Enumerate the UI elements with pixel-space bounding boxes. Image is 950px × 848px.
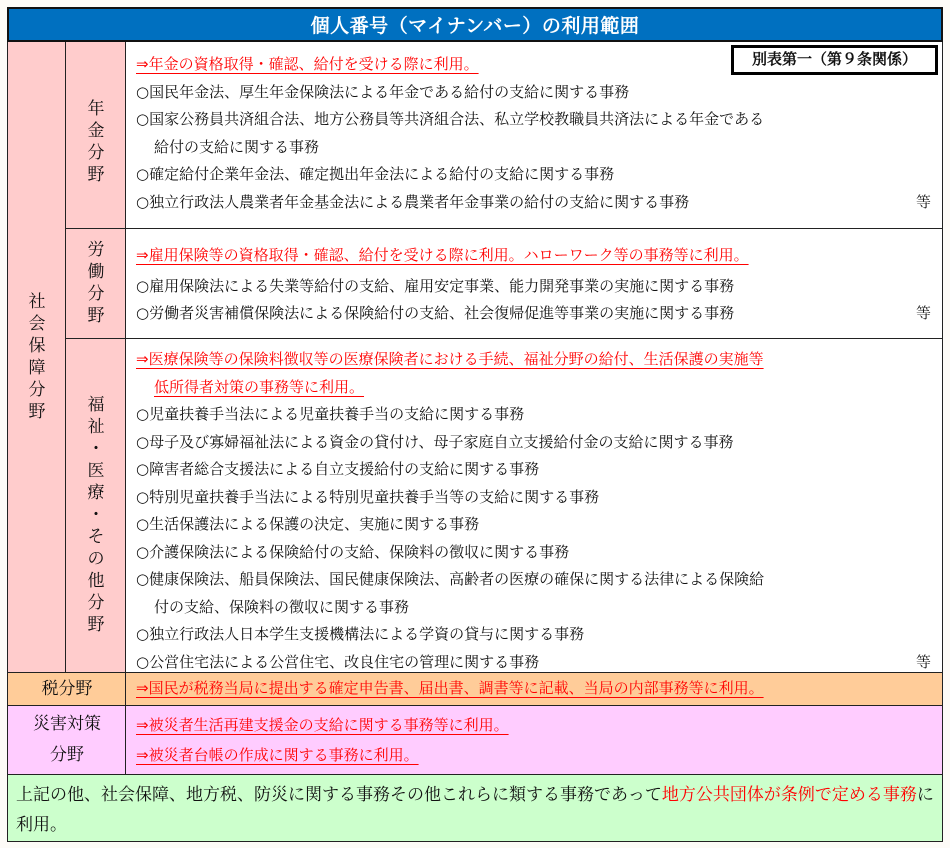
tax-label: 税分野 [41, 679, 93, 699]
footer-note [7, 775, 943, 842]
welfare-summary-continued: 低所得者対策の事務等に利用。 [154, 377, 365, 396]
etc-mark: 等 [916, 304, 932, 322]
welfare-item: ○介護保険法による保険給付の支給、保険料の徴収に関する事務 [136, 542, 570, 561]
pension-content [125, 42, 943, 229]
tax-content [125, 673, 943, 706]
pension-label: 年 金 分 野 [87, 99, 105, 185]
table-reference-badge: 別表第一（第９条関係） [731, 45, 938, 75]
labor-label-cell [65, 229, 126, 339]
disaster-item: ⇒被災者生活再建支援金の支給に関する事務等に利用。 [136, 716, 509, 734]
labor-summary: ⇒雇用保険等の資格取得・確認、給付を受ける際に利用。ハローワーク等の事務等に利用。 [136, 246, 749, 264]
welfare-item: ○独立行政法人日本学生支援機構法による学資の貸与に関する事務 [136, 625, 585, 643]
pension-item: ○国家公務員共済組合法、地方公務員等共済組合法、私立学校教職員共済法による年金である [136, 110, 765, 128]
welfare-item: ○健康保険法、船員保険法、国民健康保険法、高齢者の医療の確保に関する法律による保険給 [136, 570, 765, 588]
welfare-label-cell [65, 339, 126, 673]
disaster-content [125, 706, 943, 775]
tax-label-cell [7, 673, 126, 706]
labor-content [125, 229, 943, 339]
welfare-item: ○児童扶養手当法による児童扶養手当の支給に関する事務 [136, 405, 525, 423]
disaster-label-cell [7, 706, 126, 775]
labor-item: ○雇用保険法による失業等給付の支給、雇用安定事業、能力開発事業の実施に関する事務 [136, 276, 735, 295]
welfare-item-continued: 付の支給、保険料の徴収に関する事務 [154, 597, 410, 616]
pension-item: ○確定給付企業年金法、確定拠出年金法による給付の支給に関する事務 [136, 165, 615, 183]
pension-item-last: ○独立行政法人農業者年金基金法による農業者年金事業の給付の支給に関する事務 等 [136, 189, 942, 217]
my-number-usage-table [7, 7, 943, 842]
welfare-item: ○母子及び寡婦福祉法による資金の貸付け、母子家庭自立支援給付金の支給に関する事務 [136, 432, 734, 451]
etc-mark: 等 [916, 192, 932, 211]
labor-label: 労 働 分 野 [87, 240, 105, 326]
etc-mark: 等 [916, 652, 932, 671]
welfare-item-last: ○公営住宅法による公営住宅、改良住宅の管理に関する事務 等 [136, 649, 942, 677]
disaster-label: 災害対策 分野 [33, 714, 101, 765]
disaster-item: ⇒被災者台帳の作成に関する事務に利用。 [136, 746, 419, 764]
page-title: 個人番号（マイナンバー）の利用範囲 [7, 7, 943, 42]
welfare-summary: ⇒医療保険等の保険料徴収等の医療保険者における手続、福祉分野の給付、生活保護の実施等 [136, 350, 764, 368]
welfare-content [125, 339, 943, 673]
footer-text: 上記の他、社会保障、地方税、防災に関する事務その他これらに類する事務であって地方公共団体が条例で定める事務に利用。 [16, 785, 934, 835]
welfare-item: ○特別児童扶養手当法による特別児童扶養手当等の支給に関する事務 [136, 487, 600, 506]
pension-item: ○国民年金法、厚生年金保険法による年金である給付の支給に関する事務 [136, 82, 630, 101]
footer-highlight: 地方公共団体が条例で定める事務 [661, 785, 917, 805]
pension-item-continued: 給付の支給に関する事務 [154, 137, 320, 156]
social-security-label: 社 会 保 障 分 野 [28, 292, 46, 422]
labor-item-last: ○労働者災害補償保険法による保険給付の支給、社会復帰促進等事業の実施に関する事務 等 [136, 300, 942, 328]
pension-summary: ⇒年金の資格取得・確認、給付を受ける際に利用。 [136, 55, 479, 73]
social-security-label-cell [7, 42, 66, 673]
welfare-item: ○障害者総合支援法による自立支援給付の支給に関する事務 [136, 460, 540, 478]
tax-summary: ⇒国民が税務当局に提出する確定申告書、届出書、調書等に記載、当局の内部事務等に利用。 [136, 679, 764, 697]
welfare-item: ○生活保護法による保護の決定、実施に関する事務 [136, 515, 480, 533]
pension-label-cell [65, 42, 126, 229]
welfare-label: 福 祉 ・ 医 療 ・ そ の 他 分 野 [87, 395, 105, 635]
